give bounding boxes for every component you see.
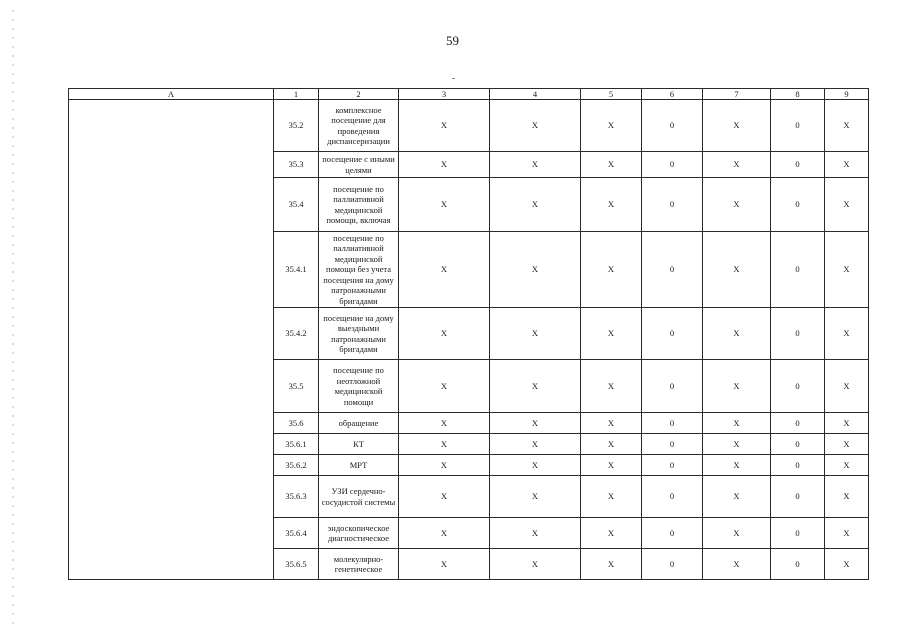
value-cell-col9: Х xyxy=(825,413,869,434)
column-header: 5 xyxy=(581,89,642,100)
row-description-cell: посещение по паллиативной медицинской помощи без учета посещения на дому патронажными бригадами xyxy=(319,232,399,308)
value-cell-col4: Х xyxy=(490,232,581,308)
row-description-cell: МРТ xyxy=(319,455,399,476)
value-cell-col4: Х xyxy=(490,476,581,518)
row-code-cell: 35.4.2 xyxy=(274,308,319,360)
page-number: 59 xyxy=(446,33,459,48)
value-cell-col6: 0 xyxy=(642,455,703,476)
value-cell-col5: Х xyxy=(581,434,642,455)
table-row xyxy=(69,100,869,152)
value-cell-col4: Х xyxy=(490,434,581,455)
row-code-cell: 35.6.5 xyxy=(274,549,319,580)
value-cell-col6: 0 xyxy=(642,434,703,455)
value-cell-col5: Х xyxy=(581,549,642,580)
column-a-cell xyxy=(69,100,274,580)
value-cell-col9: Х xyxy=(825,100,869,152)
row-code-cell: 35.6.4 xyxy=(274,518,319,549)
value-cell-col6: 0 xyxy=(642,308,703,360)
value-cell-col8: 0 xyxy=(771,360,825,413)
data-table xyxy=(68,88,869,580)
value-cell-col6: 0 xyxy=(642,178,703,232)
value-cell-col7: Х xyxy=(703,476,771,518)
value-cell-col3: Х xyxy=(399,178,490,232)
value-cell-col6: 0 xyxy=(642,549,703,580)
value-cell-col3: Х xyxy=(399,518,490,549)
value-cell-col7: Х xyxy=(703,518,771,549)
value-cell-col8: 0 xyxy=(771,178,825,232)
value-cell-col7: Х xyxy=(703,360,771,413)
value-cell-col7: Х xyxy=(703,549,771,580)
value-cell-col3: Х xyxy=(399,455,490,476)
value-cell-col8: 0 xyxy=(771,308,825,360)
value-cell-col8: 0 xyxy=(771,434,825,455)
row-description-cell: посещение с иными целями xyxy=(319,152,399,178)
value-cell-col3: Х xyxy=(399,232,490,308)
value-cell-col7: Х xyxy=(703,152,771,178)
value-cell-col5: Х xyxy=(581,308,642,360)
column-header: 7 xyxy=(703,89,771,100)
value-cell-col3: Х xyxy=(399,308,490,360)
value-cell-col5: Х xyxy=(581,476,642,518)
column-header: 8 xyxy=(771,89,825,100)
value-cell-col9: Х xyxy=(825,232,869,308)
scan-margin-marks xyxy=(12,10,14,630)
value-cell-col4: Х xyxy=(490,413,581,434)
row-description-cell: обращение xyxy=(319,413,399,434)
value-cell-col5: Х xyxy=(581,455,642,476)
value-cell-col9: Х xyxy=(825,549,869,580)
row-code-cell: 35.6.2 xyxy=(274,455,319,476)
value-cell-col9: Х xyxy=(825,434,869,455)
column-header: А xyxy=(69,89,274,100)
scan-speck xyxy=(452,78,455,79)
row-code-cell: 35.4 xyxy=(274,178,319,232)
value-cell-col5: Х xyxy=(581,518,642,549)
value-cell-col4: Х xyxy=(490,178,581,232)
value-cell-col8: 0 xyxy=(771,549,825,580)
value-cell-col3: Х xyxy=(399,413,490,434)
value-cell-col7: Х xyxy=(703,308,771,360)
value-cell-col6: 0 xyxy=(642,100,703,152)
value-cell-col4: Х xyxy=(490,518,581,549)
row-code-cell: 35.6.1 xyxy=(274,434,319,455)
value-cell-col7: Х xyxy=(703,413,771,434)
column-header: 3 xyxy=(399,89,490,100)
value-cell-col3: Х xyxy=(399,152,490,178)
row-code-cell: 35.3 xyxy=(274,152,319,178)
column-header: 6 xyxy=(642,89,703,100)
value-cell-col6: 0 xyxy=(642,413,703,434)
value-cell-col5: Х xyxy=(581,232,642,308)
value-cell-col8: 0 xyxy=(771,413,825,434)
row-code-cell: 35.4.1 xyxy=(274,232,319,308)
value-cell-col5: Х xyxy=(581,152,642,178)
value-cell-col4: Х xyxy=(490,152,581,178)
value-cell-col5: Х xyxy=(581,178,642,232)
row-code-cell: 35.6 xyxy=(274,413,319,434)
value-cell-col8: 0 xyxy=(771,232,825,308)
value-cell-col3: Х xyxy=(399,100,490,152)
value-cell-col3: Х xyxy=(399,434,490,455)
value-cell-col5: Х xyxy=(581,413,642,434)
value-cell-col7: Х xyxy=(703,455,771,476)
value-cell-col9: Х xyxy=(825,518,869,549)
value-cell-col8: 0 xyxy=(771,518,825,549)
value-cell-col3: Х xyxy=(399,476,490,518)
row-code-cell: 35.2 xyxy=(274,100,319,152)
value-cell-col9: Х xyxy=(825,476,869,518)
value-cell-col7: Х xyxy=(703,178,771,232)
value-cell-col6: 0 xyxy=(642,476,703,518)
value-cell-col7: Х xyxy=(703,100,771,152)
column-header: 2 xyxy=(319,89,399,100)
row-description-cell: молекулярно-генетическое xyxy=(319,549,399,580)
value-cell-col4: Х xyxy=(490,360,581,413)
row-description-cell: эндоскопическое диагностическое xyxy=(319,518,399,549)
value-cell-col3: Х xyxy=(399,360,490,413)
row-code-cell: 35.6.3 xyxy=(274,476,319,518)
value-cell-col7: Х xyxy=(703,232,771,308)
value-cell-col4: Х xyxy=(490,308,581,360)
value-cell-col5: Х xyxy=(581,360,642,413)
column-header: 9 xyxy=(825,89,869,100)
value-cell-col4: Х xyxy=(490,455,581,476)
value-cell-col6: 0 xyxy=(642,152,703,178)
value-cell-col9: Х xyxy=(825,360,869,413)
value-cell-col8: 0 xyxy=(771,100,825,152)
row-description-cell: посещение на дому выездными патронажными бригадами xyxy=(319,308,399,360)
column-header: 4 xyxy=(490,89,581,100)
value-cell-col4: Х xyxy=(490,549,581,580)
value-cell-col3: Х xyxy=(399,549,490,580)
value-cell-col6: 0 xyxy=(642,518,703,549)
value-cell-col9: Х xyxy=(825,308,869,360)
row-description-cell: посещение по паллиативной медицинской помощи, включая xyxy=(319,178,399,232)
value-cell-col7: Х xyxy=(703,434,771,455)
value-cell-col8: 0 xyxy=(771,152,825,178)
value-cell-col9: Х xyxy=(825,178,869,232)
row-code-cell: 35.5 xyxy=(274,360,319,413)
value-cell-col8: 0 xyxy=(771,476,825,518)
column-header: 1 xyxy=(274,89,319,100)
value-cell-col5: Х xyxy=(581,100,642,152)
row-description-cell: УЗИ сердечно-сосудистой системы xyxy=(319,476,399,518)
row-description-cell: посещение по неотложной медицинской помощи xyxy=(319,360,399,413)
value-cell-col4: Х xyxy=(490,100,581,152)
value-cell-col9: Х xyxy=(825,455,869,476)
value-cell-col9: Х xyxy=(825,152,869,178)
row-description-cell: КТ xyxy=(319,434,399,455)
value-cell-col6: 0 xyxy=(642,232,703,308)
header-row xyxy=(69,89,869,100)
row-description-cell: комплексное посещение для проведения диспансеризации xyxy=(319,100,399,152)
value-cell-col6: 0 xyxy=(642,360,703,413)
value-cell-col8: 0 xyxy=(771,455,825,476)
